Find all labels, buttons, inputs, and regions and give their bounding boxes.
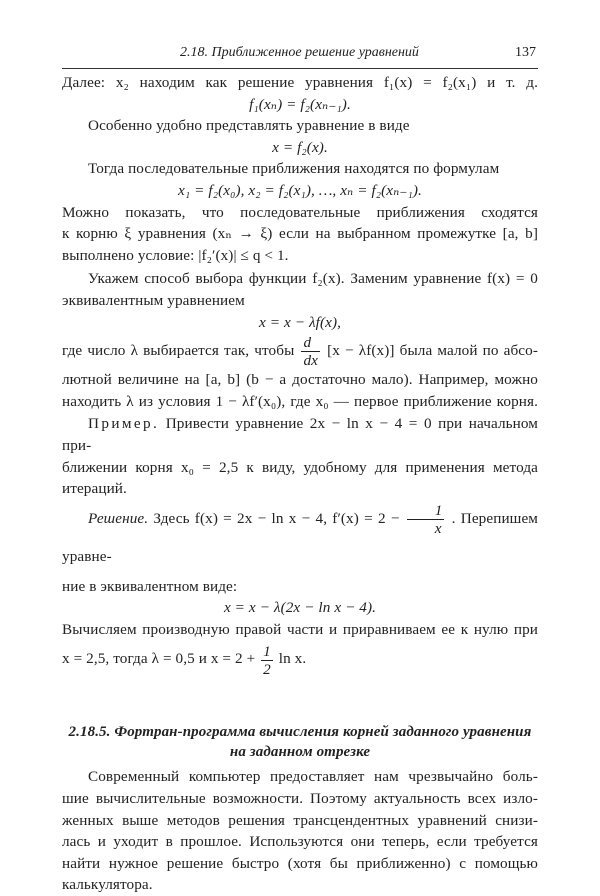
text-line	[62, 413, 538, 456]
text-line: Особенно удобно представлять уравнение в виде	[88, 117, 410, 135]
text-line: Тогда последовательные приближения находятся по формулам	[88, 160, 500, 178]
text-fragment: ln x.	[278, 650, 307, 668]
fraction-denominator: dx	[303, 352, 319, 370]
fraction-denominator: x	[434, 519, 442, 537]
text-line: Далее: x₂ находим как решение уравнения f₁(x) = f₂(x₁) и т. д.	[62, 74, 538, 91]
fraction-numerator: 1	[407, 502, 445, 520]
text-line: ближении корня x₀ = 2,5 к виду, удобному для применения метода	[62, 458, 538, 476]
text-line-with-fraction	[62, 500, 538, 576]
text-line: Укажем способ выбора функции f₂(x). Заменим уравнение f(x) = 0	[88, 270, 538, 288]
section-title: 2.18. Приближенное решение уравнений	[180, 45, 419, 60]
fraction-numerator: 1	[263, 642, 271, 660]
text-line: к корню ξ уравнения (xₙ → ξ) если на выбранном промежутке [a, b]	[62, 225, 538, 243]
text-line: Можно показать, что последовательные приближения сходятся	[62, 203, 538, 221]
subsection-heading: 2.18.5. Фортран-программа вычисления корней заданного уравнения на заданном отрезке	[68, 724, 532, 761]
text-fragment: Здесь f(x) = 2x − ln x − 4, f′(x) = 2 −	[153, 509, 400, 527]
page-body	[62, 72, 538, 896]
text-line: лютной величине на [a, b] (b − a достаточно мало). Например, можно	[62, 371, 538, 389]
text-line: женных выше методов решения трансцендентных уравнений снизи-	[62, 811, 538, 829]
text-fragment: [x − λf(x)] была малой по абсо-	[327, 342, 538, 360]
running-header	[62, 42, 538, 69]
example-label: Пример.	[88, 415, 160, 433]
solution-label: Решение.	[88, 509, 149, 527]
text-fragment: где число λ выбирается так, чтобы	[62, 342, 295, 360]
text-line-with-fraction	[62, 640, 538, 678]
text-line-with-fraction	[62, 333, 538, 369]
equation: f₁(xₙ) = f₂(xₙ₋₁).	[249, 95, 351, 113]
text-fragment: . Перепишем уравне-	[62, 509, 539, 565]
text-line: шие вычислительные возможности. Поэтому актуальность всех изло-	[62, 790, 538, 808]
derivative-fraction	[301, 334, 320, 369]
text-fragment: Привести уравнение 2x − ln x − 4 = 0 при начальном при-	[62, 415, 538, 454]
text-line: Современный компьютер предоставляет нам чрезвычайно боль-	[88, 768, 538, 786]
equation: x = f₂(x).	[272, 138, 328, 156]
text-fragment: x = 2,5, тогда λ = 0,5 и x = 2 +	[62, 650, 256, 668]
text-line: Вычисляем производную правой части и приравниваем ее к нулю при	[62, 620, 538, 638]
text-line: ние в эквивалентном виде:	[62, 577, 238, 595]
text-line: итераций.	[62, 480, 127, 498]
page-number: 137	[515, 45, 536, 60]
text-line: лась и уходит в прошлое. Используются они теперь, если требуется	[62, 833, 538, 851]
equation: x = x − λ(2x − ln x − 4).	[223, 599, 377, 617]
text-line: эквивалентным уравнением	[62, 291, 245, 309]
text-line: выполнено условие: |f₂′(x)| ≤ q < 1.	[62, 246, 289, 264]
equation: x₁ = f₂(x₀), x₂ = f₂(x₁), …, xₙ = f₂(xₙ₋₁).	[178, 181, 422, 199]
fraction-numerator: d	[301, 334, 320, 352]
equation: x = x − λf(x),	[258, 313, 342, 331]
fraction-denominator: 2	[263, 660, 271, 678]
text-line: найти нужное решение быстро (хотя бы приближенно) с помощью	[62, 854, 538, 872]
text-line: калькулятора.	[62, 876, 153, 894]
text-line: находить λ из условия 1 − λf′(x₀), где x₀ — первое приближение корня.	[62, 392, 538, 410]
fraction	[407, 502, 445, 537]
fraction	[261, 643, 273, 678]
